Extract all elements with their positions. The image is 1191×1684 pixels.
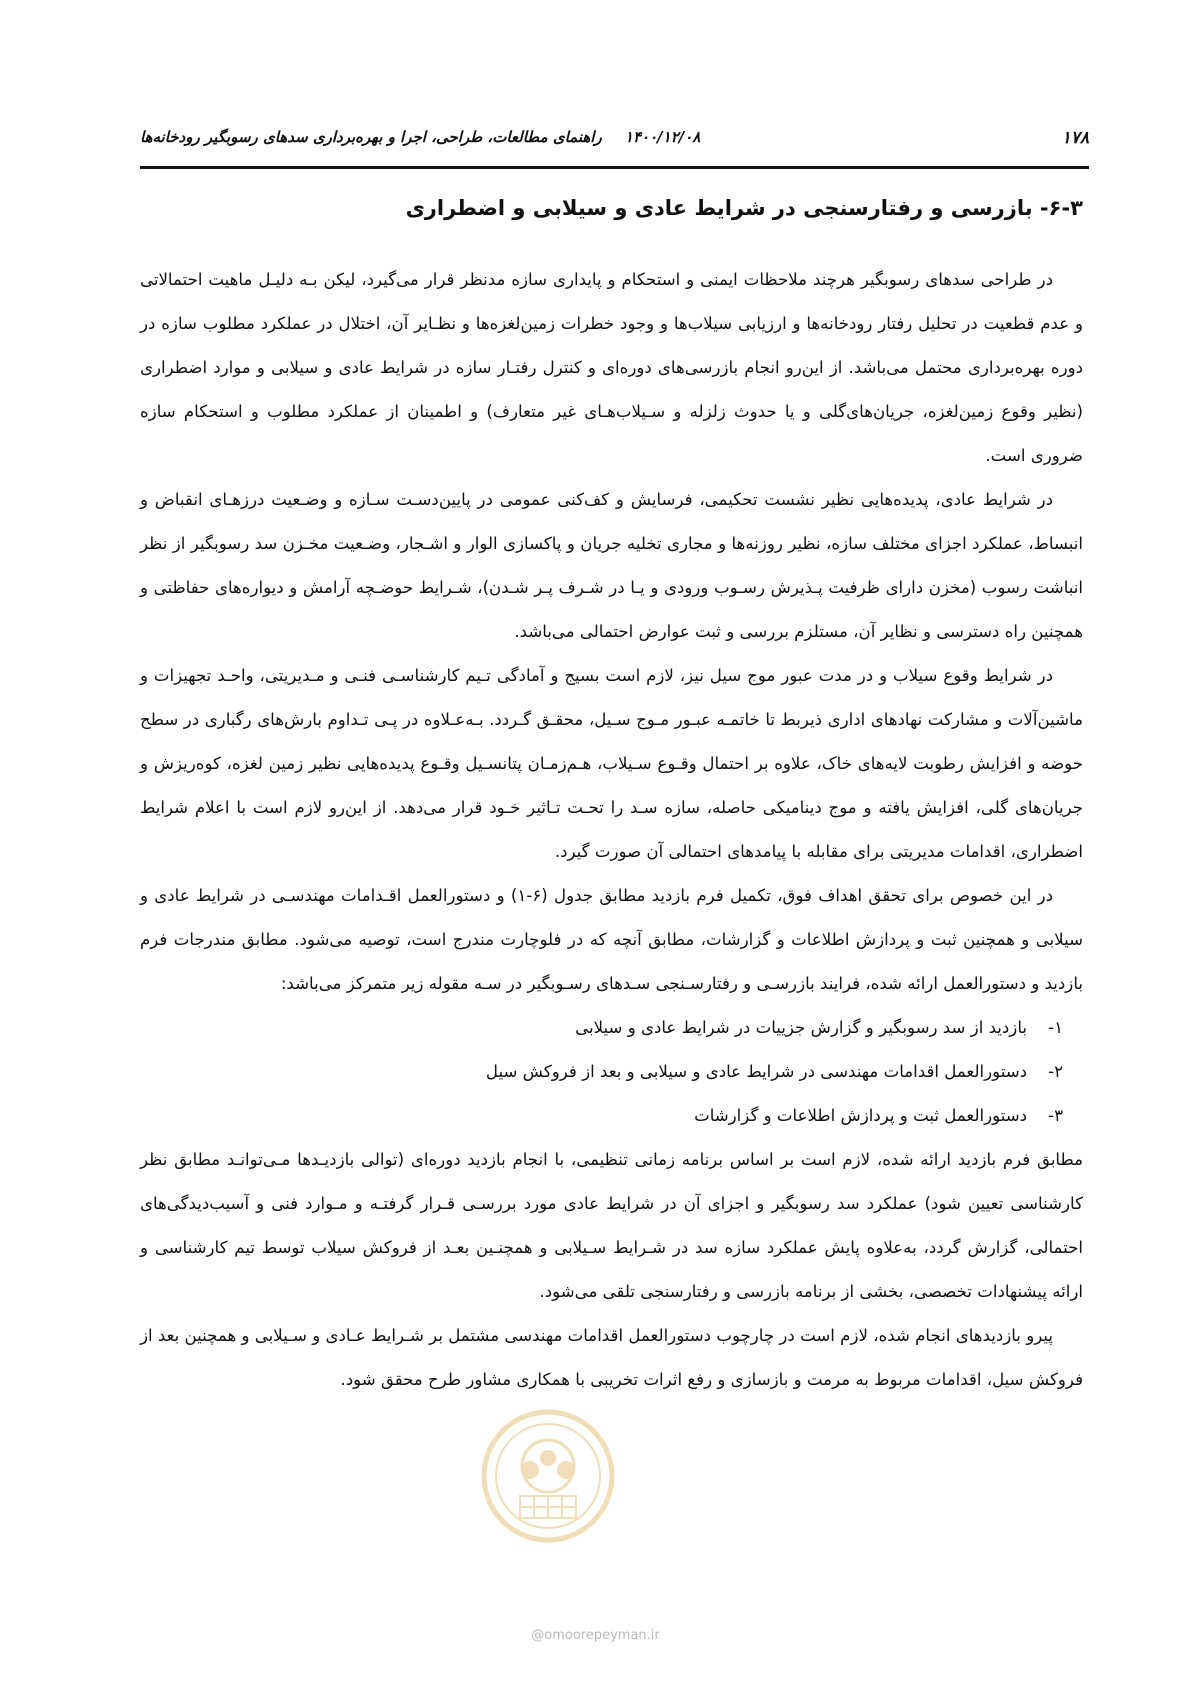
watermark-url: @omoorepeyman.ir	[531, 1628, 660, 1643]
paragraph: در شرایط عادی، پدیده‌هایی نظیر نشست تحکیمی، فرسایش و کف‌کنی عمومی در پایین‌دسـت سـازه و وضـعیت درزهـای انقباض و انبساط، عملکرد اجزای مختلف سازه، نظیر روزنه‌ها و مجاری تخلیه جریان و پاکسازی الوار و اشـجار، وضـعیت مخـزن سد رسوبگیر از نظر انباشت رسوب (مخزن دارای ظرفیت پـذیرش رسـوب ورودی و یـا در شـرف پـر شـدن)، شـرایط حوضـچه آرامش و دیواره‌های حفاظتی و همچنین راه دسترسی و نظایر آن، مستلزم بررسی و ثبت عوارض احتمالی می‌باشد.	[140, 490, 1083, 641]
page-number: ۱۷۸	[1061, 128, 1089, 148]
seal-logo-icon	[480, 1408, 616, 1544]
paragraph: در طراحی سدهای رسوبگیر هرچند ملاحظات ایمنی و استحکام و پایداری سازه مدنظر قرار می‌گیرد، لیکن بـه دلیـل ماهیت احتمالاتی و عدم قطعیت در تحلیل رفتار رودخانه‌ها و ارزیابی سیلاب‌ها و وجود خطرات زمین‌لغزه‌ها و نظـایر آن، اختلال در عملکرد مطلوب سازه در دوره بهره‌برداری محتمل می‌باشد. از این‌رو انجام بازرسی‌های دوره‌ای و کنترل رفتـار سازه در شرایط عادی و سیلابی و موارد اضطراری (نظیر وقوع زمین‌لغزه، جریان‌های‌گلی و یا حدوث زلزله و سـیلاب‌هـای غیر متعارف) و اطمینان از عملکرد مطلوب و استحکام سازه ضروری است.	[140, 270, 1083, 465]
list-number: ۱-	[1048, 1018, 1063, 1037]
list-text: دستورالعمل ثبت و پردازش اطلاعات و گزارشات	[694, 1106, 1027, 1125]
list-item	[140, 1006, 1083, 1050]
header-title: راهنمای مطالعات، طراحی، اجرا و بهره‌برداری سدهای رسوبگیر رودخانه‌ها	[140, 128, 602, 146]
header-title-line	[140, 128, 700, 146]
list-number: ۳-	[1048, 1106, 1063, 1125]
header-date: ۱۴۰۰/۱۲/۰۸	[624, 128, 701, 146]
paragraph: در این خصوص برای تحقق اهداف فوق، تکمیل فرم بازدید مطابق جدول (۶-۱) و دستورالعمل اقـدامات مهندسـی در شرایط عادی و سیلابی و همچنین ثبت و پردازش اطلاعات و گزارشات، مطابق آنچه که در فلوچارت مندرج است، توصیه می‌شود. مطابق مندرجات فرم بازدید و دستورالعمل ارائه شده، فرایند بازرسـی و رفتارسـنجی سـدهای رسـوبگیر در سـه مقوله زیر متمرکز می‌باشد:	[140, 886, 1083, 993]
list-item	[140, 1094, 1083, 1138]
header-rule	[140, 166, 1089, 169]
body-text	[140, 258, 1083, 1402]
running-header	[140, 128, 1089, 154]
list-text: دستورالعمل اقدامات مهندسی در شرایط عادی و سیلابی و بعد از فروکش سیل	[485, 1062, 1027, 1081]
list-item	[140, 1050, 1083, 1094]
list-number: ۲-	[1048, 1062, 1063, 1081]
paragraph: مطابق فرم بازدید ارائه شده، لازم است بر اساس برنامه زمانی تنظیمی، با انجام بازدید دوره‌ای (توالی بازدیـدها مـی‌توانـد مطابق نظر کارشناسی تعیین شود) عملکرد سد رسوبگیر و اجزای آن در شرایط عادی مورد بررسـی قـرار گرفتـه و مـوارد فنی و آسیب‌دیدگی‌های احتمالی، گزارش گردد، به‌علاوه پایش عملکرد سازه سد در شـرایط سـیلابی و همچنـین بعـد از فروکش سیلاب توسط تیم کارشناسی و ارائه پیشنهادات تخصصی، بخشی از برنامه بازرسی و رفتارسنجی تلقی می‌شود.	[140, 1150, 1083, 1301]
paragraph: در شرایط وقوع سیلاب و در مدت عبور موج سیل نیز، لازم است بسیج و آمادگی تـیم کارشناسـی فنـی و مـدیریتی، واحـد تجهیزات و ماشین‌آلات و مشارکت نهادهای اداری ذیربط تا خاتمـه عبـور مـوج سـیل، محقـق گـردد. بـه‌عـلاوه در پـی تـداوم بارش‌های رگباری در سطح حوضه و افزایش رطوبت لایه‌های خاک، علاوه بر احتمال وقـوع سـیلاب، هـم‌زمـان پتانسـیل وقـوع پدیده‌هایی نظیر زمین لغزه، کوه‌ریزش و جریان‌های گلی، افزایش یافته و موج دینامیکی حاصله، سازه سـد را تحـت تـاثیر خـود قرار می‌دهد. از این‌رو لازم است با اعلام شرایط اضطراری، اقدامات مدیریتی برای مقابله با پیامدهای احتمالی آن صورت گیرد.	[140, 666, 1083, 861]
section-heading: ۶-۳- بازرسی و رفتارسنجی در شرایط عادی و سیلابی و اضطراری	[405, 196, 1083, 220]
list-text: بازدید از سد رسوبگیر و گزارش جزییات در شرایط عادی و سیلابی	[575, 1018, 1027, 1037]
numbered-list	[140, 1006, 1083, 1138]
paragraph: پیرو بازدیدهای انجام شده، لازم است در چارچوب دستورالعمل اقدامات مهندسی مشتمل بر شـرایط عـادی و سـیلابی و همچنین بعد از فروکش سیل، اقدامات مربوط به مرمت و بازسازی و رفع اثرات تخریبی با همکاری مشاور طرح محقق شود.	[140, 1326, 1083, 1389]
